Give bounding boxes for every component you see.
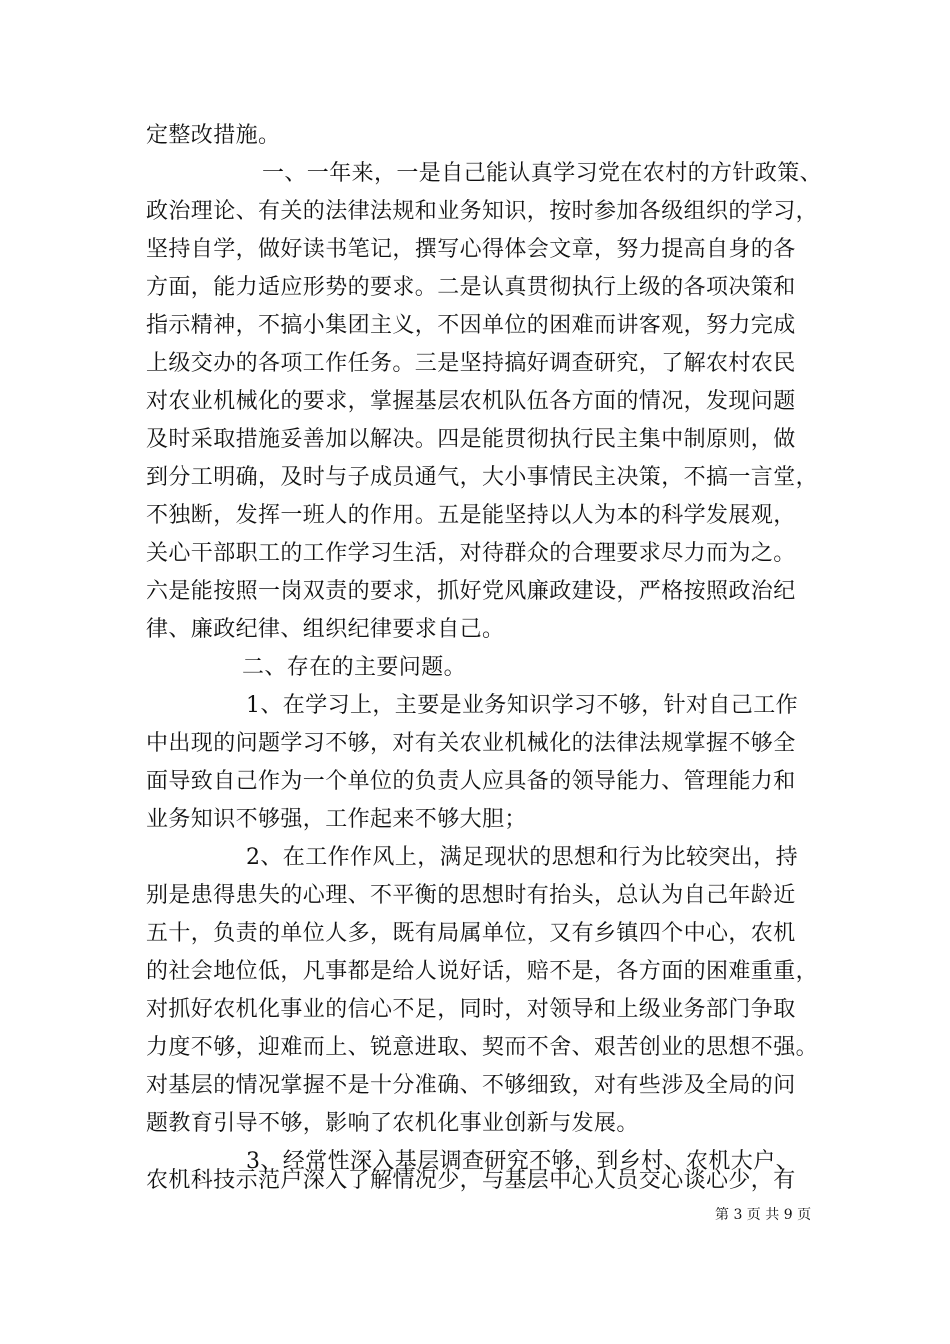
text-line: 指示精神，不搞小集团主义，不因单位的困难而讲客观，努力完成 xyxy=(146,313,796,338)
text-line: 关心干部职工的工作学习生活，对待群众的合理要求尽力而为之。 xyxy=(146,541,796,566)
page-number: 第 3 页 共 9 页 xyxy=(715,1207,812,1223)
text-line: 力度不够，迎难而上、锐意进取、契而不舍、艰苦创业的思想不强。 xyxy=(146,1035,819,1060)
text-line: 对抓好农机化事业的信心不足，同时，对领导和上级业务部门争取 xyxy=(146,997,796,1022)
text-line: 面导致自己作为一个单位的负责人应具备的领导能力、管理能力和 xyxy=(146,769,796,794)
text-line: 对农业机械化的要求，掌握基层农机队伍各方面的情况，发现问题 xyxy=(146,389,796,414)
text-line: 方面，能力适应形势的要求。二是认真贯彻执行上级的各项决策和 xyxy=(146,275,796,300)
text-line: 题教育引导不够，影响了农机化事业创新与发展。 xyxy=(146,1111,639,1136)
text-line: 定整改措施。 xyxy=(146,123,281,148)
text-line: 业务知识不够强，工作起来不够大胆； xyxy=(146,807,527,832)
text-line: 2、在工作作风上，满足现状的思想和行为比较突出，持 xyxy=(246,845,798,870)
text-line: 别是患得患失的心理、不平衡的思想时有抬头，总认为自己年龄近 xyxy=(146,883,796,908)
text-line: 律、廉政纪律、组织纪律要求自己。 xyxy=(146,617,505,642)
text-line: 3、经常性深入基层调查研究不够，到乡村、农机大户、 xyxy=(246,1149,798,1174)
text-line: 1、在学习上，主要是业务知识学习不够，针对自己工作 xyxy=(246,693,798,718)
text-line: 的社会地位低，凡事都是给人说好话，赔不是，各方面的困难重重， xyxy=(146,959,819,984)
text-line: 五十，负责的单位人多，既有局属单位，又有乡镇四个中心，农机 xyxy=(146,921,796,946)
text-line: 不独断，发挥一班人的作用。五是能坚持以人为本的科学发展观， xyxy=(146,503,796,528)
text-line: 上级交办的各项工作任务。三是坚持搞好调查研究，了解农村农民 xyxy=(146,351,796,376)
text-line: 农机科技示范户深入了解情况少，与基层中心人员交心谈心少，有 xyxy=(146,1168,796,1193)
section-heading: 二、存在的主要问题。 xyxy=(242,655,467,680)
text-line: 六是能按照一岗双责的要求，抓好党风廉政建设，严格按照政治纪 xyxy=(146,579,796,604)
text-line: 到分工明确，及时与子成员通气，大小事情民主决策，不搞一言堂， xyxy=(146,465,819,490)
text-line: 政治理论、有关的法律法规和业务知识，按时参加各级组织的学习， xyxy=(146,199,819,224)
text-line: 对基层的情况掌握不是十分准确、不够细致，对有些涉及全局的问 xyxy=(146,1073,796,1098)
text-line: 中出现的问题学习不够，对有关农业机械化的法律法规掌握不够全 xyxy=(146,731,796,756)
text-line: 一、一年来，一是自己能认真学习党在农村的方针政策、 xyxy=(262,161,823,186)
text-line: 坚持自学，做好读书笔记，撰写心得体会文章，努力提高自身的各 xyxy=(146,237,796,262)
text-line: 及时采取措施妥善加以解决。四是能贯彻执行民主集中制原则，做 xyxy=(146,427,796,452)
